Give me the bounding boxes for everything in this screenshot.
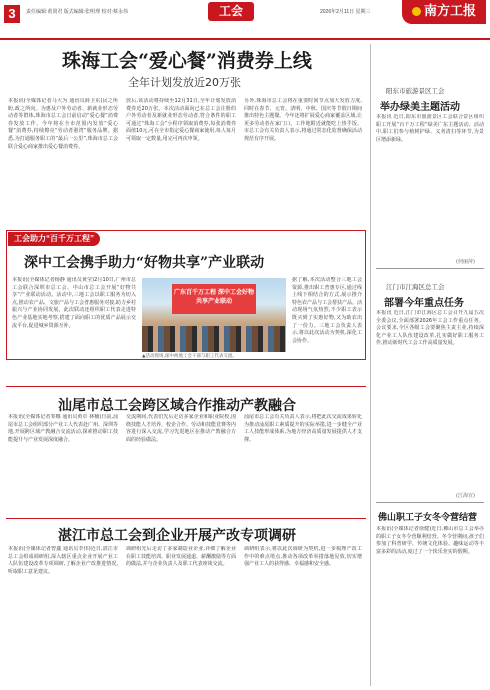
- logo-text: 南方工报: [423, 4, 476, 19]
- divider: [6, 518, 366, 519]
- story4-body-col3: 调研组表示,将以此次调研为契机,进一步梳理产改工作中的难点堵点,推动各项改革举措落地见效,切实增强产业工人的获得感、幸福感和安全感。: [244, 546, 362, 568]
- feature-photo: [142, 278, 286, 352]
- sidebar-item3-title: 佛山职工子女冬令营结营: [378, 513, 478, 523]
- feature-headline: 深中工会携手助力“好物共享”产业联动: [24, 255, 265, 271]
- page-header: [0, 0, 490, 40]
- divider: [376, 502, 484, 503]
- editor-credits: 责任编辑:黄贤君 版式编辑:张明理 校对:蔡永伟: [26, 9, 128, 15]
- sidebar-item2-title: 部署今年重点任务: [384, 298, 464, 309]
- divider: [6, 386, 366, 387]
- column-divider: [370, 44, 371, 686]
- divider: [376, 268, 484, 269]
- sidebar-item3-body: 本报讯(全媒体记者徐健)近日,佛山市总工会举办的职工子女冬令营顺利结营。冬令营期间,孩子们参加了科普研学、传统文化体验、趣味运动等丰富多彩的活动,度过了一个快乐充实的假期。: [376, 526, 484, 555]
- story4-body-col1: 本报讯(全媒体记者曾鑫 通讯员李伟)近日,湛江市总工会组成调研组,深入辖区重点企业开展产业工人队伍建设改革专项调研,了解企业产改推进情况,听取职工意见建议。: [8, 546, 118, 575]
- story4-body-col2: 调研组先后走访了多家制造业企业,详细了解企业在职工技能培训、职业发展通道、薪酬激励等方面的做法,并与企业负责人及职工代表座谈交流。: [126, 546, 236, 568]
- photo-crowd: [142, 326, 286, 352]
- section-label: 工会: [208, 2, 254, 21]
- lead-body-col1: 本报讯(全媒体记者马大为 通讯员薛卫东)民之所盼,政之所向。为惠及户外劳动者、新就业形态劳动者等群体,珠海市总工会日前启动“爱心餐”消费券发放工作。今年将在全市范围内发放“爱心餐”消费券,持续擦亮“劳动者港湾”服务品牌。据悉,为打通服务职工的“最后一公里”,珠海市总工会联合爱心商家推出爱心餐消费券。: [8, 98, 118, 150]
- feature-kicker: 工会助力“百千万工程”: [8, 232, 100, 246]
- feature-body-col2: 据了解,本次活动整合三地工会资源,推出职工普惠专区,通过线上线下相结合的方式,展示推介特色农产品与工会帮扶产品。活动现场气氛热烈,不少职工表示既买到了实惠好物,又为助农出了一份力。三地工会负责人表示,将以此次活动为契机,深化工会协作。: [292, 277, 362, 344]
- sidebar-item1-kicker: 阳东市旅游景区工会: [386, 87, 445, 95]
- sidebar-item1-title: 举办绿美主题活动: [380, 102, 460, 113]
- lead-body-col3: 另外,珠海市总工会将在重要时间节点加大发放力度,同时在春节、元宵、清明、中秋、国庆等节假日期间推出特色主题餐。今年还将扩展爱心商家覆盖区域,让更多劳动者在家门口、工作地附近就能吃上热乎饭。市总工会有关负责人表示,将通过常态化监督确保活动规范有序开展。: [244, 98, 362, 142]
- story4-headline: 湛江市总工会到企业开展产改专项调研: [58, 528, 296, 544]
- page-number: 3: [4, 5, 20, 23]
- sidebar-item2-body: 本报讯 近日,江门市江海区总工会召开九届五次全委会议,全面部署2026年工会工作重点任务。会议要求,全区各级工会要聚焦主责主业,持续深化产业工人队伍建设改革,扎实做好职工服务工作,推动新时代工会工作高质量发展。: [376, 310, 484, 347]
- lead-headline: 珠海工会“爱心餐”消费券上线: [62, 50, 312, 72]
- story3-headline: 汕尾市总工会跨区域合作推动产教融合: [58, 398, 296, 414]
- photo-caption: ▲活动现场,深中两地工会干部与职工代表交流。: [142, 354, 237, 359]
- newspaper-logo: [402, 0, 486, 24]
- lead-subheadline: 全年计划发放近20万张: [128, 76, 241, 89]
- sidebar-item2-kicker: 江门市江海区总工会: [386, 283, 445, 291]
- issue-date: 2026年2月11日 星期三: [320, 9, 371, 15]
- sidebar-item2-byline: (江海宣): [456, 493, 475, 499]
- story3-body-col3: 汕尾市总工会有关负责人表示,将把此次交流成果转化为推动汕尾职工素质提升的实际举措,进一步健全产业工人技能形成体系,为地方经济高质量发展提供人才支撑。: [244, 414, 362, 443]
- sun-icon: [412, 7, 421, 16]
- sidebar-item1-byline: (何丽萍): [456, 259, 475, 265]
- feature-body-col1: 本报讯(全媒体记者杨静 通讯员黄莹)2月10日,广州市总工会联合深圳市总工会、中山市总工会开展“好物共享”产业联动活动。活动中,三地工会以职工服务为切入点,推动农产品、文旅产品与工会普惠服务对接,助力乡村振兴与产业协同发展。此次联动还组织职工代表走进特色产业基地实地考察,搭建了面向职工的优质产品展示交流平台,促进城乡资源互补。: [12, 277, 136, 329]
- photo-banner: 广东百千万工程 深中工会好物共享产业联动: [172, 284, 256, 314]
- story3-body-col2: 交流期间,代表们先后走访多家企业和职业院校,围绕技能人才培养、校企合作、劳动和技能竞赛等内容进行深入交流,学习先进地区在推动产教融合方面的经验做法。: [126, 414, 236, 443]
- lead-body-col2: 放后,该活动将持续至12月31日,全年计划发放消费券近20万张。本次活动面向已在总工会注册的户外劳动者及新就业形态劳动者,符合条件的职工可通过“珠海工会”小程序领取消费券,每张消费券面值10元,可在全市指定爱心餐商家使用,每人每月可领取一定数量,用完可再次申领。: [126, 98, 236, 142]
- sidebar-item1-body: 本报讯 近日,阳东市旅游景区工会联合景区组织职工开展“百千万工程”绿美广东主题活动。活动中,职工们参与植树护绿、义务清扫等环节,为景区增添新绿。: [376, 114, 484, 143]
- story3-body-col1: 本报讯(全媒体记者邹娜 通讯员黄卓 林楠)日前,汕尾市总工会组织部分产业工人代表赴广州、深圳等地,开展跨区域产教融合交流活动,探索推动职工技能提升与产业发展深度融合。: [8, 414, 118, 443]
